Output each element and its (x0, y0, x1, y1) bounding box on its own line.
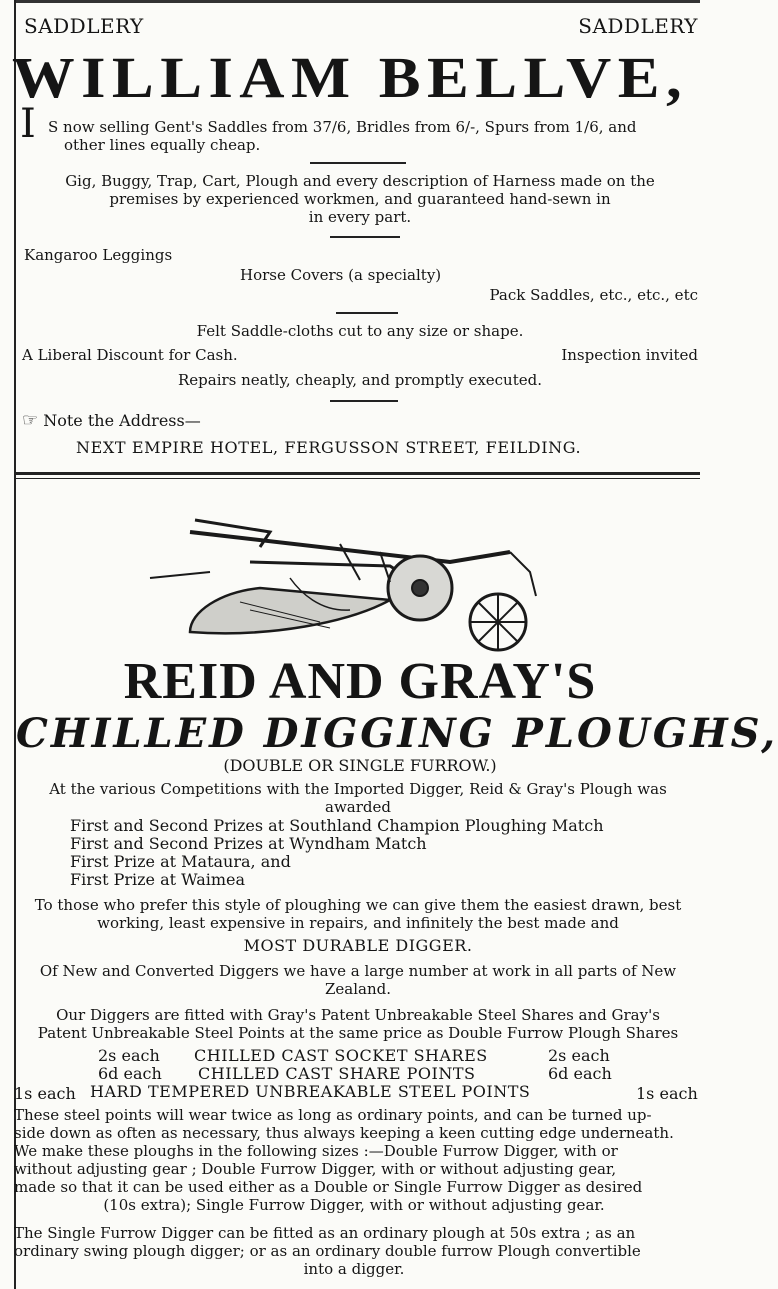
plough-illustration (90, 492, 550, 652)
divider (310, 162, 406, 164)
harness-line-1: Gig, Buggy, Trap, Cart, Plough and every description of Harness made on the (65, 172, 655, 190)
header-right: SADDLERY (578, 14, 698, 38)
item-kangaroo: Kangaroo Leggings (24, 246, 173, 264)
felt-line: Felt Saddle-cloths cut to any size or shape. (196, 322, 524, 340)
plough-title: REID AND GRAY'S (123, 653, 597, 710)
variant: (DOUBLE OR SINGLE FURROW.) (223, 756, 497, 775)
steel-line: (10s extra); Single Furrow Digger, with or without adjusting gear. (103, 1196, 605, 1214)
price-left: 2s each (98, 1046, 160, 1065)
new-line-2: Zealand. (324, 980, 391, 998)
price-left: 1s each (14, 1084, 76, 1103)
item-pack-saddles: Pack Saddles, etc., etc., etc (489, 286, 698, 304)
divider (330, 400, 398, 402)
steel-line: We make these ploughs in the following sizes :—Double Furrow Digger, with or (14, 1142, 618, 1160)
plough-title-wrap (20, 652, 700, 711)
price-left: 6d each (98, 1064, 162, 1083)
section-divider-thin (16, 478, 700, 479)
price-name: CHILLED CAST SOCKET SHARES (194, 1046, 488, 1065)
pref-line-2: working, least expensive in repairs, and infinitely the best made and (97, 914, 619, 932)
note-row (22, 410, 201, 431)
repairs-line: Repairs neatly, cheaply, and promptly executed. (178, 371, 542, 389)
steel-line: without adjusting gear ; Double Furrow Digger, with or without adjusting gear, (14, 1160, 617, 1178)
pref-line-1: To those who prefer this style of ploughing we can give them the easiest drawn, best (34, 896, 682, 914)
steel-line: These steel points will wear twice as long as ordinary points, and can be turned up- (14, 1106, 652, 1124)
harness-line-2: premises by experienced workmen, and guaranteed hand-sewn in (109, 190, 611, 208)
address: NEXT EMPIRE HOTEL, FERGUSSON STREET, FEILDING. (76, 438, 582, 457)
most-durable: MOST DURABLE DIGGER. (243, 936, 473, 955)
comp-line-1: At the various Competitions with the Imported Digger, Reid & Gray's Plough was (49, 780, 667, 798)
new-line-1: Of New and Converted Diggers we have a large number at work in all parts of New (39, 962, 677, 980)
divider (330, 236, 400, 238)
intro-line-2: other lines equally cheap. (64, 136, 261, 154)
intro-line-1: S now selling Gent's Saddles from 37/6, Bridles from 6/-, Spurs from 1/6, and (48, 118, 637, 136)
saddlery-title-wrap (11, 44, 689, 111)
prize-1: First and Second Prizes at Southland Champion Ploughing Match (70, 816, 604, 835)
comp-line-2: awarded (325, 798, 391, 816)
prize-4: First Prize at Waimea (70, 870, 246, 889)
price-right: 2s each (548, 1046, 610, 1065)
discount: A Liberal Discount for Cash. (22, 346, 238, 364)
steel-line: side down as often as necessary, thus always keeping a keen cutting edge underneath. (14, 1124, 674, 1142)
price-name: CHILLED CAST SHARE POINTS (198, 1064, 476, 1083)
header-left: SADDLERY (24, 14, 144, 38)
harness-line-3: in every part. (308, 208, 412, 226)
top-border (16, 0, 700, 3)
single-line: The Single Furrow Digger can be fitted as an ordinary plough at 50s extra ; as an (14, 1224, 636, 1242)
saddlery-title: WILLIAM BELLVE, (11, 45, 689, 110)
steel-line: made so that it can be used either as a Double or Single Furrow Digger as desired (14, 1178, 643, 1196)
section-divider (16, 472, 700, 475)
dropcap: I (20, 101, 36, 147)
plough-subtitle-wrap (16, 710, 778, 757)
inspection: Inspection invited (561, 346, 698, 364)
prize-3: First Prize at Mataura, and (70, 852, 291, 871)
pointing-hand-icon: ☞ (22, 410, 39, 431)
single-line: into a digger. (303, 1260, 405, 1278)
prize-2: First and Second Prizes at Wyndham Match (70, 834, 427, 853)
single-line: ordinary swing plough digger; or as an ordinary double furrow Plough convertible (14, 1242, 641, 1260)
plough-subtitle: CHILLED DIGGING PLOUGHS, (16, 710, 778, 757)
fitted-line-2: Patent Unbreakable Steel Points at the same price as Double Furrow Plough Shares (37, 1024, 679, 1042)
note-label: Note the Address— (43, 411, 201, 430)
fitted-line-1: Our Diggers are fitted with Gray's Patent Unbreakable Steel Shares and Gray's (56, 1006, 660, 1024)
divider (336, 312, 398, 314)
item-horse-covers: Horse Covers (a specialty) (240, 266, 442, 284)
price-right: 1s each (636, 1084, 698, 1103)
price-right: 6d each (548, 1064, 612, 1083)
price-name: HARD TEMPERED UNBREAKABLE STEEL POINTS (90, 1082, 531, 1101)
